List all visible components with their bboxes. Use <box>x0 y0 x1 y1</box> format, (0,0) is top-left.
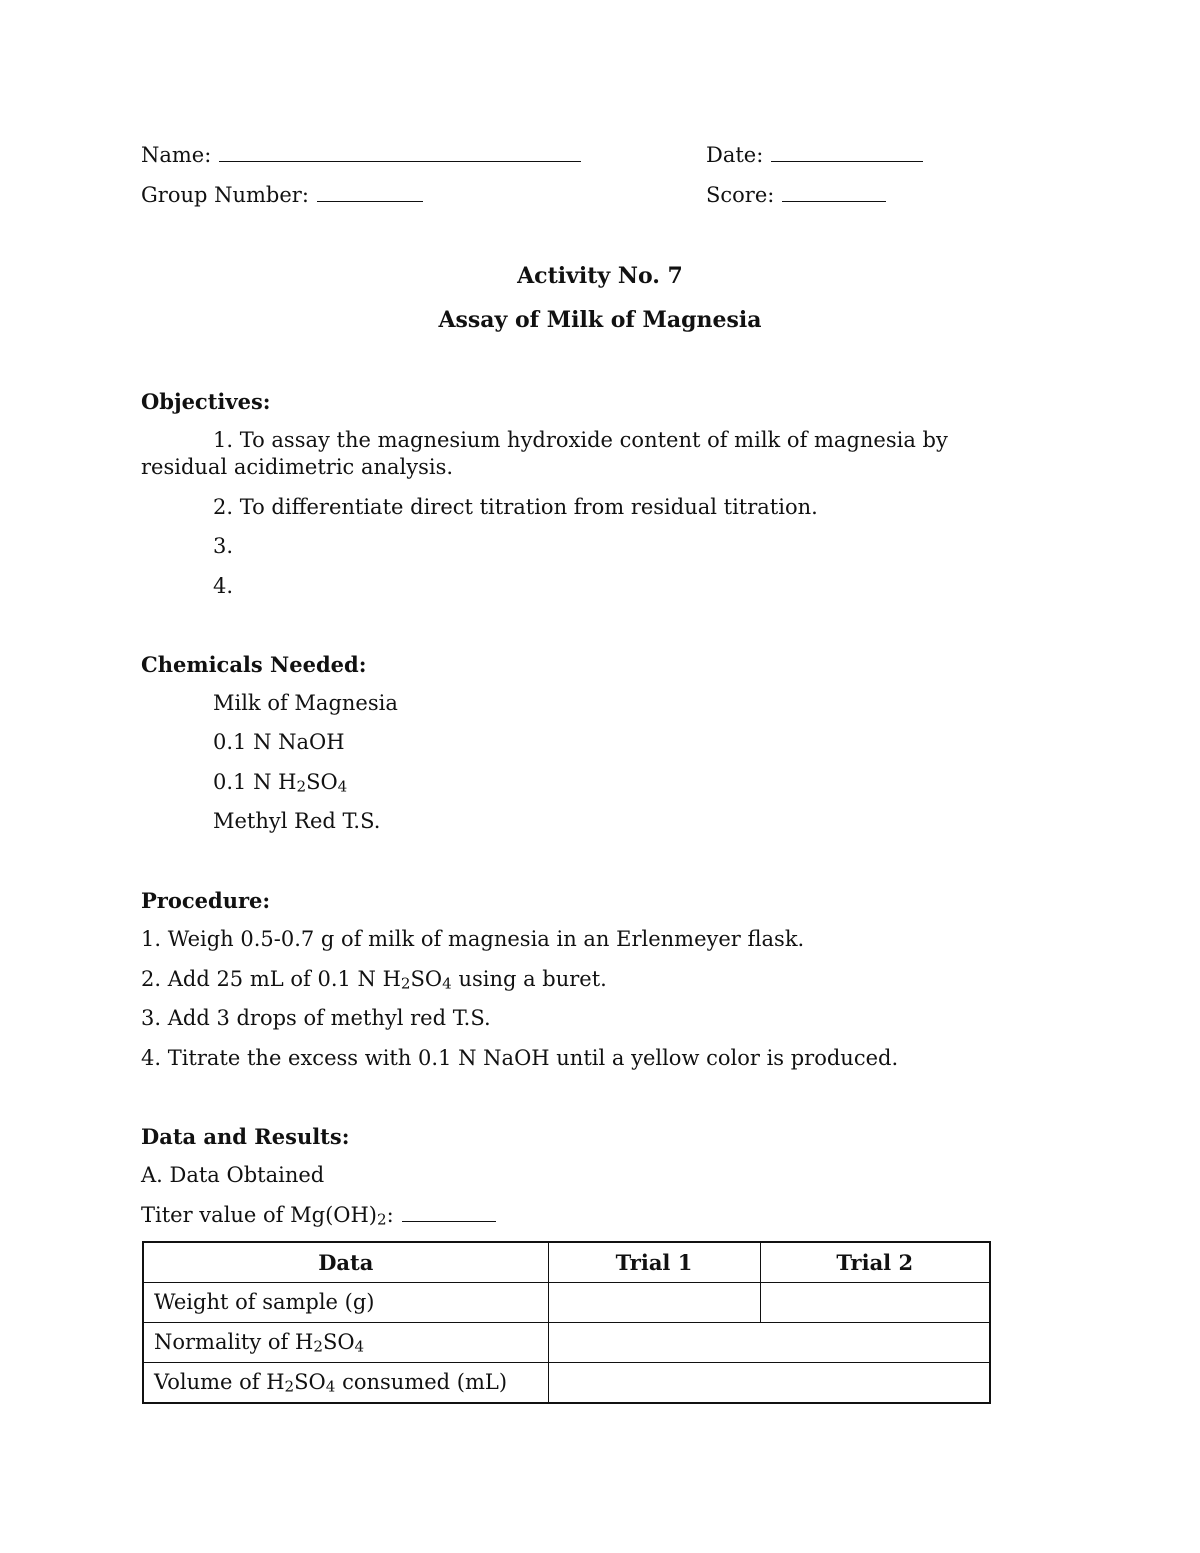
data-obtained-label: A. Data Obtained <box>141 1163 325 1187</box>
objectives-heading: Objectives: <box>141 389 271 414</box>
titer-label-b: : <box>386 1203 394 1227</box>
chemical-h2so4-sub2: 4 <box>337 777 348 796</box>
table-row <box>143 1283 990 1323</box>
row-normality-a: Normality of H <box>154 1329 314 1354</box>
table-row <box>143 1323 990 1363</box>
titer-value-field[interactable] <box>141 1203 496 1228</box>
table-header-row <box>143 1242 990 1283</box>
row-volume-sub2: 4 <box>325 1377 336 1396</box>
name-blank[interactable] <box>219 160 581 162</box>
weight-trial-1-cell[interactable] <box>548 1283 760 1323</box>
header-trial-1: Trial 1 <box>548 1242 760 1283</box>
date-blank[interactable] <box>771 160 923 162</box>
score-field[interactable] <box>706 183 886 208</box>
objective-1: 1. To assay the magnesium hydroxide content of milk of magnesia by <box>213 428 948 452</box>
chemical-h2so4-a: 0.1 N H <box>213 770 297 794</box>
procedure-step-1: 1. Weigh 0.5-0.7 g of milk of magnesia in an Erlenmeyer flask. <box>141 927 805 951</box>
results-heading: Data and Results: <box>141 1124 350 1149</box>
procedure-step-3: 3. Add 3 drops of methyl red T.S. <box>141 1006 491 1030</box>
row-volume-sub1: 2 <box>284 1377 295 1396</box>
titer-value-blank[interactable] <box>402 1220 496 1222</box>
row-volume-b: SO <box>294 1369 326 1394</box>
name-label: Name: <box>141 143 212 167</box>
row-volume-label <box>143 1363 548 1404</box>
weight-trial-2-cell[interactable] <box>760 1283 990 1323</box>
normality-value-cell[interactable] <box>548 1323 990 1363</box>
data-table <box>142 1241 991 1404</box>
procedure-step-2 <box>141 967 607 992</box>
procedure-step-2-a: 2. Add 25 mL of 0.1 N H <box>141 967 401 991</box>
header-trial-2: Trial 2 <box>760 1242 990 1283</box>
titer-label-a: Titer value of Mg(OH) <box>141 1203 377 1227</box>
chemical-h2so4 <box>213 770 347 795</box>
chemical-h2so4-sub1: 2 <box>296 777 307 796</box>
group-number-blank[interactable] <box>317 200 423 202</box>
header-data: Data <box>143 1242 548 1283</box>
procedure-step-4: 4. Titrate the excess with 0.1 N NaOH until a yellow color is produced. <box>141 1046 899 1070</box>
procedure-step-2-b: SO <box>410 967 443 991</box>
volume-value-cell[interactable] <box>548 1363 990 1404</box>
chemical-milk-of-magnesia: Milk of Magnesia <box>213 691 398 715</box>
chemical-methyl-red: Methyl Red T.S. <box>213 809 381 833</box>
row-normality-label <box>143 1323 548 1363</box>
row-volume-c: consumed (mL) <box>335 1369 508 1394</box>
date-label: Date: <box>706 143 764 167</box>
chemical-h2so4-b: SO <box>306 770 338 794</box>
procedure-step-2-sub1: 2 <box>400 974 411 993</box>
chemicals-heading: Chemicals Needed: <box>141 652 367 677</box>
name-field[interactable] <box>141 143 581 168</box>
objective-4: 4. <box>213 574 234 598</box>
score-label: Score: <box>706 183 775 207</box>
activity-subtitle: Assay of Milk of Magnesia <box>438 307 762 333</box>
date-field[interactable] <box>706 143 923 168</box>
row-normality-sub1: 2 <box>313 1337 323 1356</box>
chemical-naoh: 0.1 N NaOH <box>213 730 345 754</box>
row-normality-b: SO <box>322 1329 355 1354</box>
objective-3: 3. <box>213 534 234 558</box>
activity-title: Activity No. 7 <box>517 263 683 289</box>
titer-label-sub: 2 <box>376 1210 387 1229</box>
objective-2: 2. To differentiate direct titration from residual titration. <box>213 495 818 519</box>
score-blank[interactable] <box>782 200 886 202</box>
row-volume-a: Volume of H <box>154 1369 285 1394</box>
group-number-field[interactable] <box>141 183 423 208</box>
objective-1-continued: residual acidimetric analysis. <box>141 455 454 479</box>
table-row <box>143 1363 990 1404</box>
procedure-step-2-c: using a buret. <box>451 967 607 991</box>
procedure-step-2-sub2: 4 <box>442 974 452 993</box>
row-weight-label: Weight of sample (g) <box>143 1283 548 1323</box>
row-normality-sub2: 4 <box>354 1337 365 1356</box>
group-number-label: Group Number: <box>141 183 309 207</box>
procedure-heading: Procedure: <box>141 888 271 913</box>
